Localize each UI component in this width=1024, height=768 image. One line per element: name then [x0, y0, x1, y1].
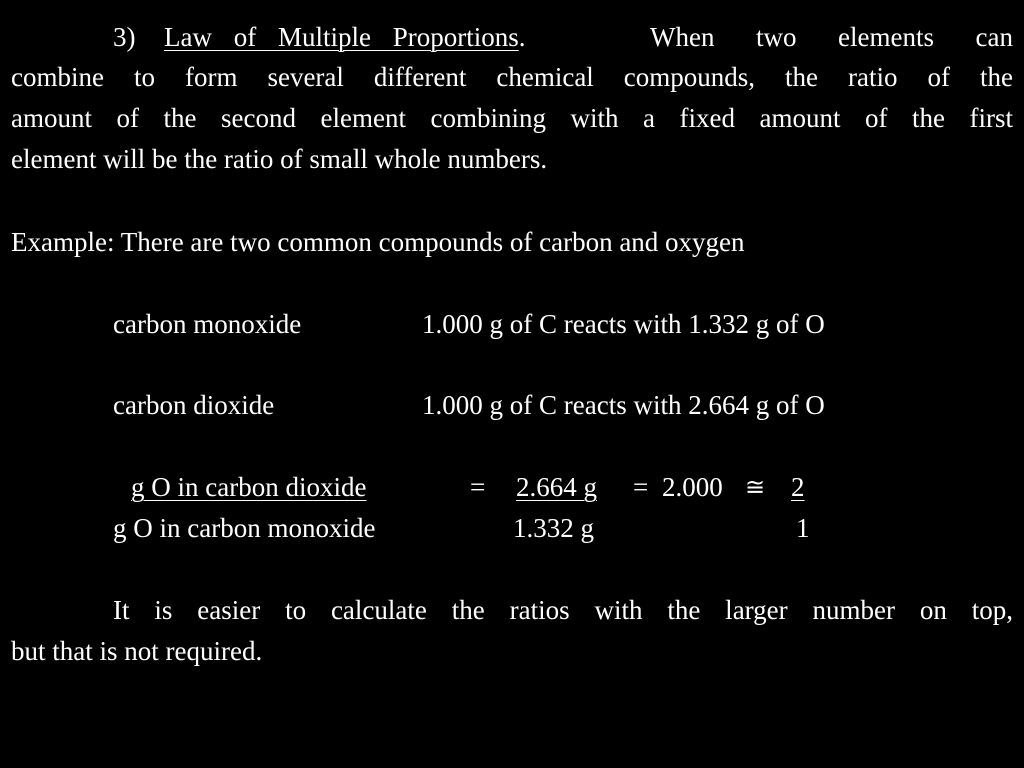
approx-equal-icon: ≅ — [745, 473, 766, 501]
law-title: Law of Multiple Proportions — [164, 22, 519, 52]
example-intro: Example: There are two common compounds of carbon and oxygen — [11, 227, 745, 257]
reaction-monoxide: 1.000 g of C reacts with 1.332 g of O — [422, 309, 825, 339]
law-title-punct: . — [518, 22, 526, 52]
law-line1-rest: When two elements can — [650, 22, 1013, 52]
ratio-numerator-label: g O in carbon dioxide — [131, 472, 367, 502]
law-line-4: element will be the ratio of small whole numbers. — [11, 144, 548, 174]
ratio-equals-2: = — [633, 472, 649, 502]
law-number: 3) — [113, 22, 136, 52]
note-line-2: but that is not required. — [11, 636, 263, 666]
ratio-whole-denominator: 1 — [796, 513, 810, 543]
note-line-1: It is easier to calculate the ratios with the larger number on top, — [113, 595, 1013, 625]
reaction-dioxide: 1.000 g of C reacts with 2.664 g of O — [422, 390, 825, 420]
compound-name-dioxide: carbon dioxide — [113, 390, 275, 420]
ratio-equals-1: = — [470, 472, 486, 502]
ratio-numerator-value: 2.664 g — [516, 472, 597, 502]
ratio-decimal-result: 2.000 — [662, 472, 723, 502]
law-line-2: combine to form several different chemical compounds, the ratio of the — [11, 62, 1013, 92]
law-title-line — [164, 24, 525, 51]
compound-name-monoxide: carbon monoxide — [113, 309, 302, 339]
ratio-denominator-value: 1.332 g — [513, 513, 594, 543]
ratio-whole-numerator: 2 — [791, 472, 805, 502]
law-line-3: amount of the second element combining with a fixed amount of the first — [11, 103, 1013, 133]
ratio-denominator-label: g O in carbon monoxide — [113, 513, 376, 543]
